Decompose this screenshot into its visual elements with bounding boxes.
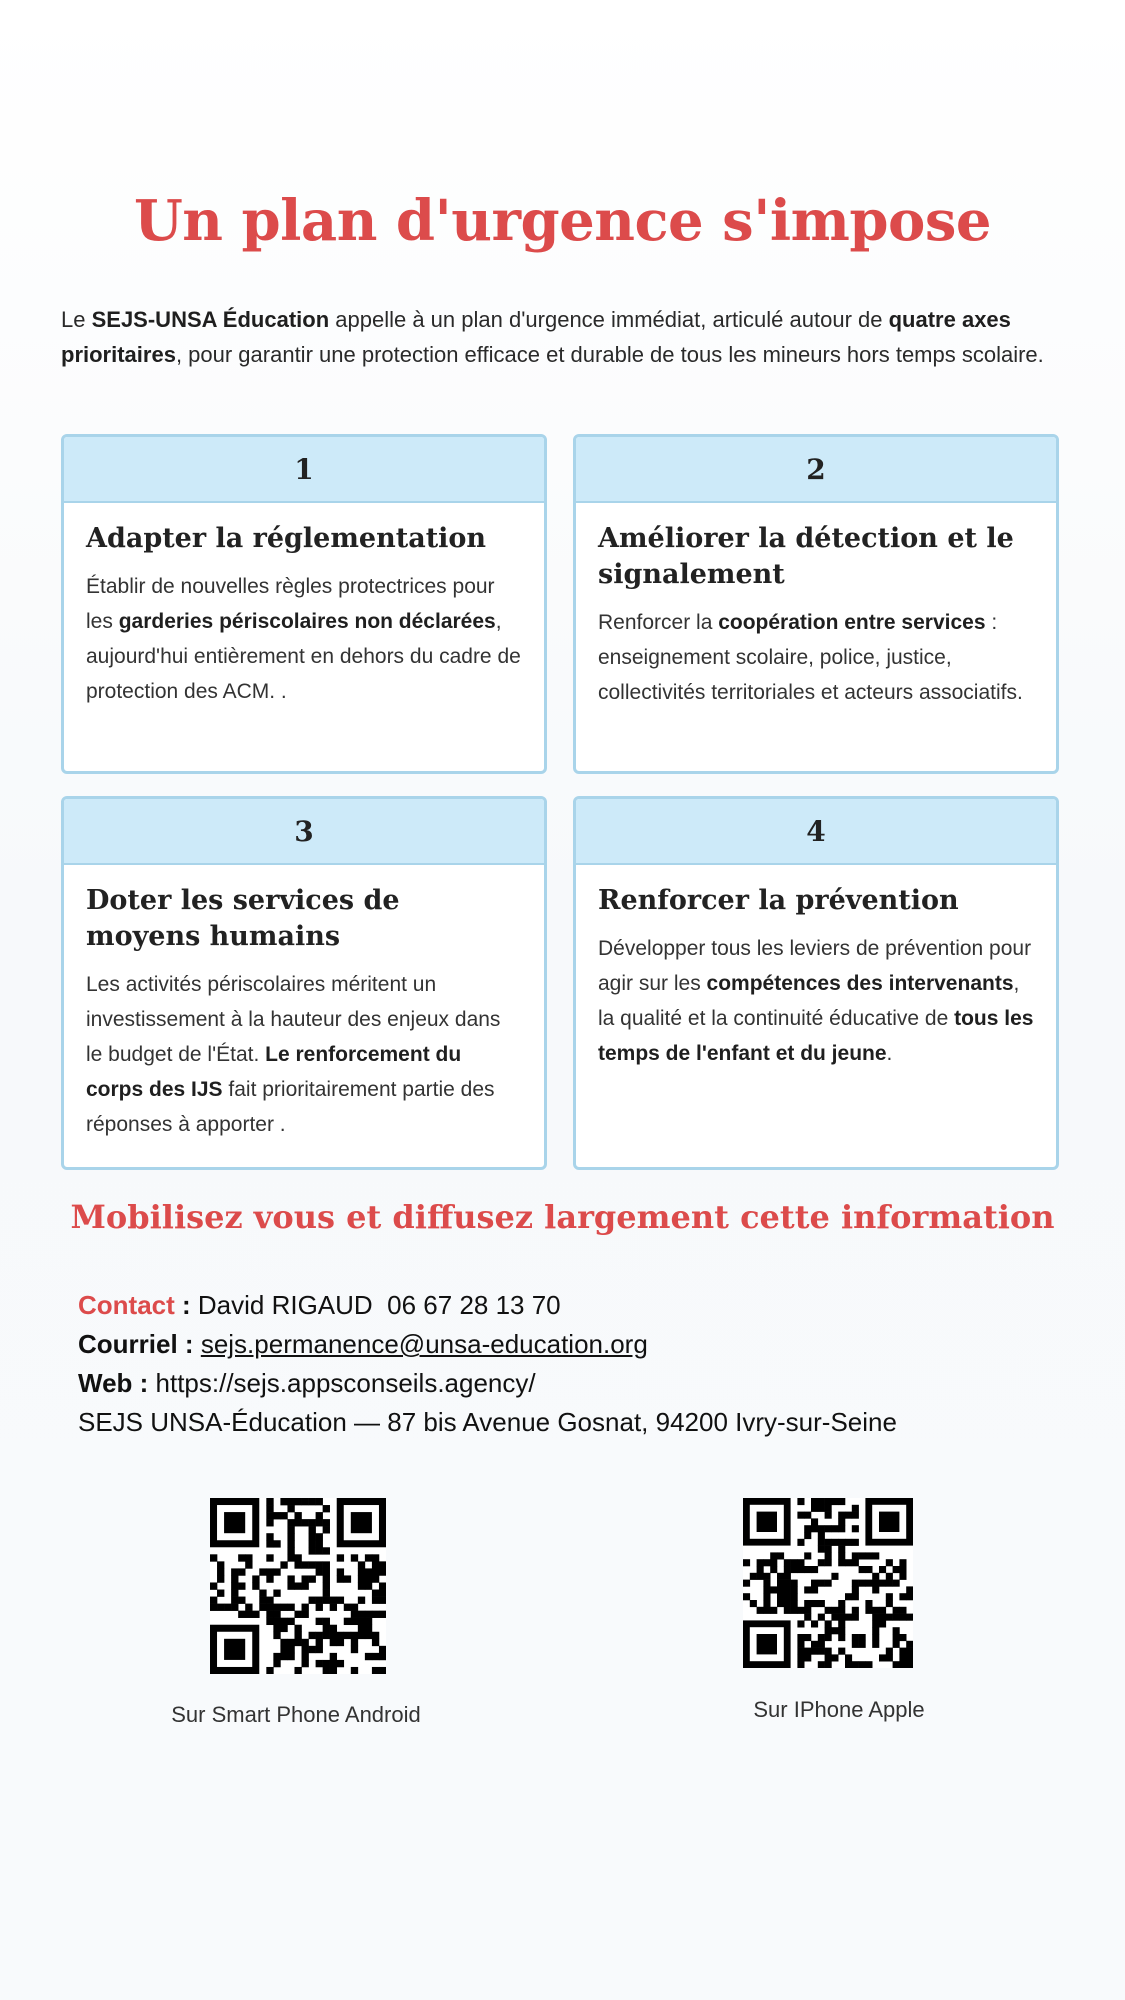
axis-card-number: 1 (64, 437, 544, 503)
axis-card-text (598, 605, 1034, 710)
axis-card-highlight: garderies périscolaires non déclarées (118, 610, 496, 633)
axis-card-4 (573, 796, 1059, 1170)
address-line: SEJS UNSA-Éducation — 87 bis Avenue Gosnat, 94200 Ivry-sur-Seine (78, 1407, 897, 1437)
axis-card-highlight: Le renforcement du corps des IJS (86, 1043, 462, 1101)
web-link[interactable]: https://sejs.appsconseils.agency/ (148, 1368, 536, 1398)
axis-card-text-segment: . (886, 1042, 893, 1065)
axis-card-text-segment: fait prioritairement partie des réponses à apporter . (86, 1078, 495, 1136)
web-line (78, 1364, 897, 1403)
axis-card-text-segment: , aujourd'hui entièrement en dehors du cadre de protection des ACM. . (86, 610, 521, 703)
axis-card-text-segment: Renforcer la (598, 611, 719, 634)
intro-org-name: SEJS-UNSA Éducation (91, 307, 330, 332)
email-link[interactable]: sejs.permanence@unsa-education.org (200, 1329, 648, 1359)
qr-code-android[interactable] (210, 1498, 386, 1674)
qr-caption-android: Sur Smart Phone Android (171, 1702, 421, 1727)
contact-separator: : (174, 1290, 198, 1320)
axis-card-1 (61, 434, 547, 774)
email-label: Courriel : (78, 1329, 194, 1359)
email-line (78, 1325, 897, 1364)
axis-card-number: 3 (64, 799, 544, 865)
axis-card-number: 2 (576, 437, 1056, 503)
contact-line (78, 1286, 897, 1325)
qr-code-iphone[interactable] (743, 1498, 913, 1668)
axis-card-title: Améliorer la détection et le signalement (598, 523, 1014, 590)
intro-axes-highlight: quatre axes prioritaires (61, 307, 1011, 367)
web-label: Web : (78, 1368, 149, 1398)
contact-name-phone: David RIGAUD 06 67 28 13 70 (197, 1290, 561, 1320)
axis-card-text-segment: , la qualité et la continuité éducative de (598, 972, 1020, 1030)
page-title: Un plan d'urgence s'impose (133, 188, 992, 254)
intro-paragraph (61, 302, 1071, 372)
axis-card-text-segment: : enseignement scolaire, police, justice, collectivités territoriales et acteurs associatifs. (598, 611, 1023, 704)
axis-card-text-segment: Établir de nouvelles règles protectrices pour les (86, 575, 495, 633)
axis-card-text (598, 931, 1034, 1071)
axis-card-text (86, 967, 522, 1142)
axis-card-2 (573, 434, 1059, 774)
axis-card-highlight: coopération entre services (718, 611, 986, 634)
intro-text: appelle à un plan d'urgence immédiat, articulé autour de (329, 307, 889, 332)
mobilise-heading: Mobilisez vous et diffusez largement cette information (70, 1198, 1055, 1236)
axis-card-highlight: compétences des intervenants (706, 972, 1014, 995)
contact-block (78, 1286, 897, 1442)
contact-label: Contact (78, 1290, 175, 1320)
axis-card-number: 4 (576, 799, 1056, 865)
axis-card-highlight: tous les temps de l'enfant et du jeune (598, 1007, 1034, 1065)
axis-card-text-segment: Développer tous les leviers de prévention pour agir sur les (598, 937, 1032, 995)
axis-card-text (86, 569, 522, 709)
axis-card-3 (61, 796, 547, 1170)
axis-card-text-segment: Les activités périscolaires méritent un investissement à la hauteur des enjeux dans le budget de l'État. (86, 973, 501, 1066)
qr-caption-iphone: Sur IPhone Apple (753, 1697, 925, 1722)
axis-card-title: Doter les services de moyens humains (86, 885, 400, 952)
intro-text: Le (61, 307, 92, 332)
axis-card-title: Adapter la réglementation (86, 523, 487, 554)
intro-text: , pour garantir une protection efficace et durable de tous les mineurs hors temps scolaire. (175, 342, 1044, 367)
axis-card-title: Renforcer la prévention (598, 885, 959, 916)
